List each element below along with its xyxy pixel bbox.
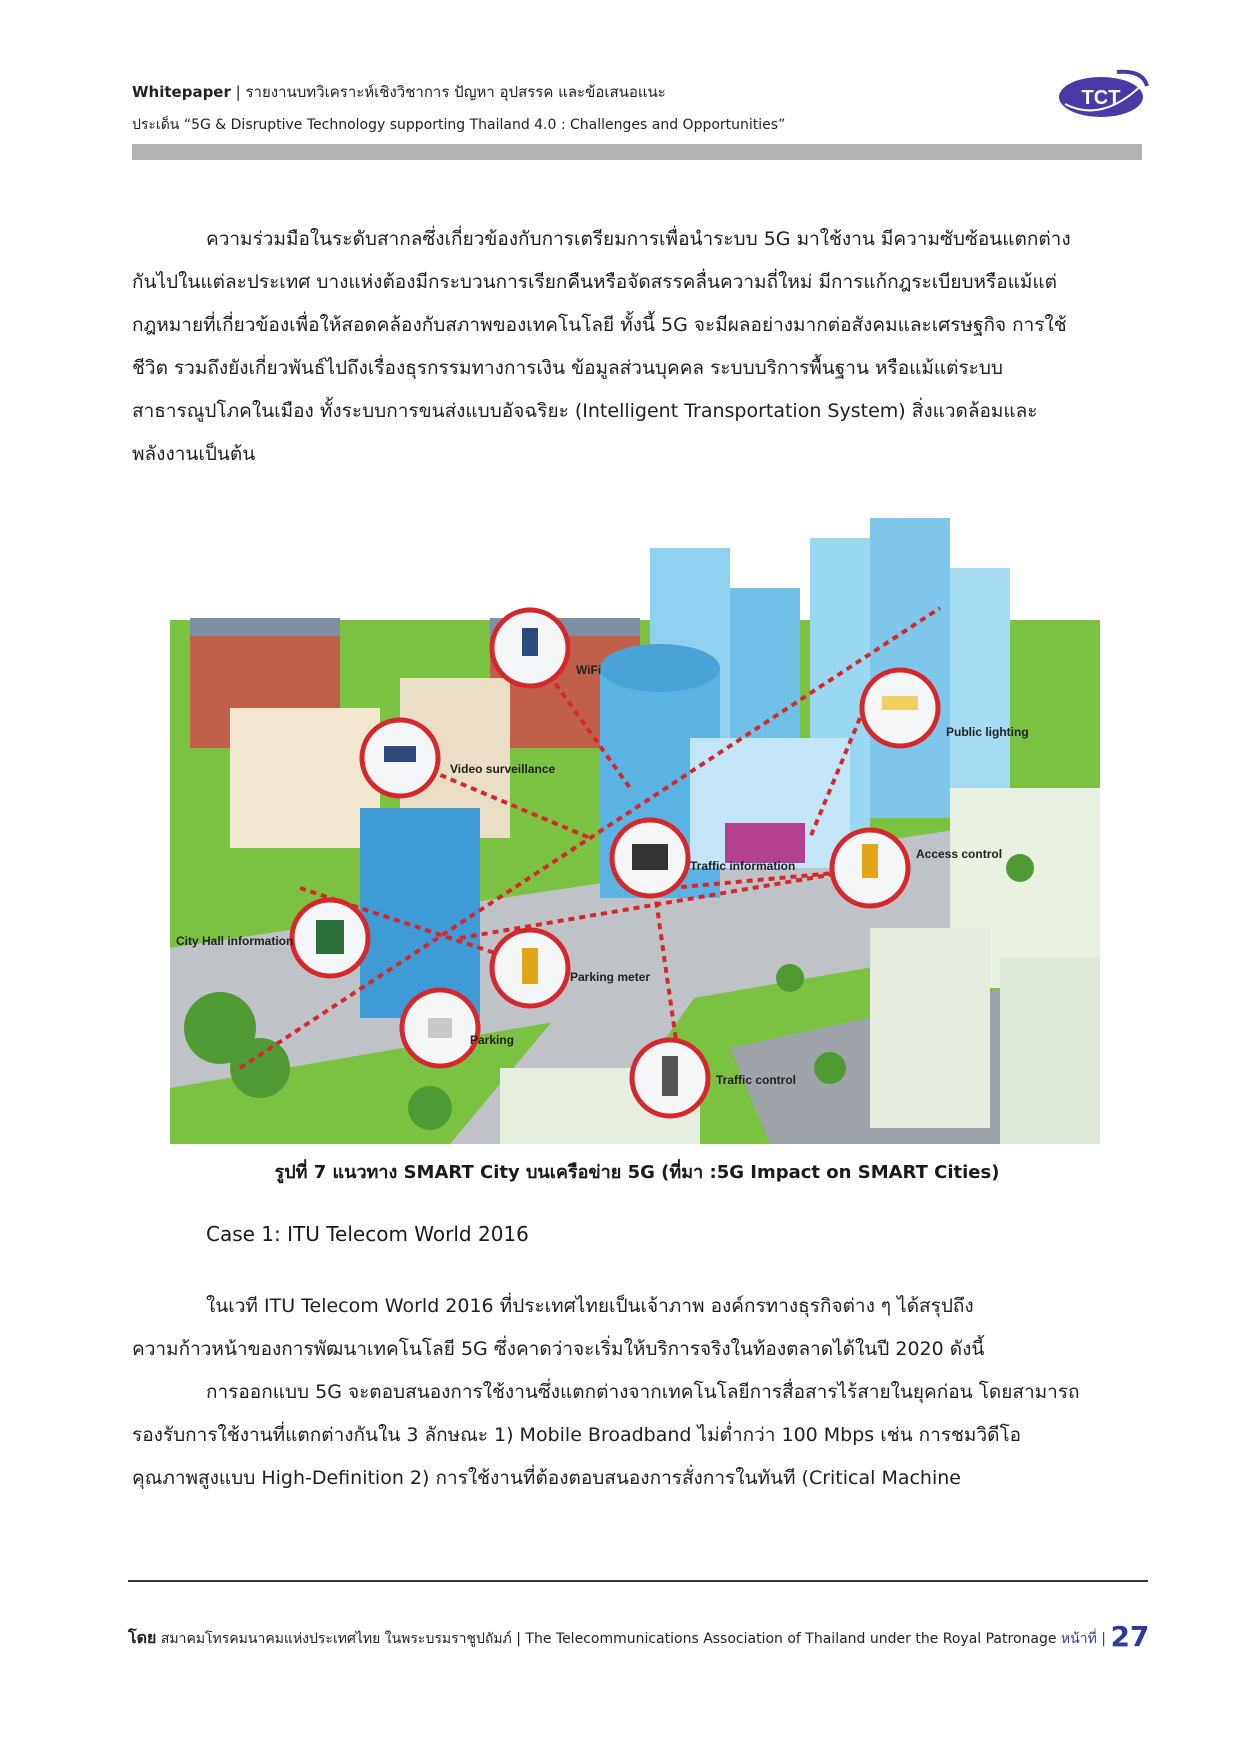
footer-page-label: หน้าที่ |: [1060, 1631, 1106, 1647]
body-line: รองรับการใช้งานที่แตกต่างกันใน 3 ลักษณะ 1) Mobile Broadband ไม่ต่ำกว่า 100 Mbps เช่น การชมวิดีโอ: [132, 1424, 1022, 1446]
label-video-surveillance: Video surveillance: [450, 762, 556, 776]
label-public-lighting: Public lighting: [946, 725, 1029, 739]
intro-line: กันไปในแต่ละประเทศ บางแห่งต้องมีกระบวนการเรียกคืนหรือจัดสรรคลื่นความถี่ใหม่ มีการแก้กฎระเบียบหรือแม้แต่: [132, 271, 1058, 293]
label-access-control: Access control: [916, 847, 1003, 861]
intro-line: กฎหมายที่เกี่ยวข้องเพื่อให้สอดคล้องกับสภาพของเทคโนโลยี ทั้งนี้ 5G จะมีผลอย่างมากต่อสังคมและเศรษฐกิจ การใช้: [132, 314, 1067, 336]
body-line: การออกแบบ 5G จะตอบสนองการใช้งานซึ่งแตกต่างจากเทคโนโลยีการสื่อสารไร้สายในยุคก่อน โดยสามารถ: [206, 1381, 1080, 1403]
header-title: [132, 80, 666, 104]
body-line: ในเวที ITU Telecom World 2016 ที่ประเทศไทยเป็นเจ้าภาพ องค์กรทางธุรกิจต่าง ๆ ได้สรุปถึง: [206, 1295, 974, 1317]
label-traffic-control: Traffic control: [716, 1073, 797, 1087]
footer-divider: [128, 1580, 1148, 1582]
intro-paragraph: [132, 218, 1142, 476]
page-number: 27: [1110, 1620, 1150, 1653]
footer-org-th: สมาคมโทรคมนาคมแห่งประเทศไทย ในพระบรมราชูปถัมภ์: [160, 1631, 512, 1647]
label-parking: Parking: [470, 1033, 515, 1047]
label-wifi: WiFi: [576, 663, 602, 677]
footer-org-en: | The Telecommunications Association of Thailand under the Royal Patronage: [516, 1631, 1057, 1647]
body-line: ความก้าวหน้าของการพัฒนาเทคโนโลยี 5G ซึ่งคาดว่าจะเริ่มให้บริการจริงในท้องตลาดได้ในปี 2020 ดังนี้: [132, 1338, 985, 1360]
logo-text: TCT: [1081, 87, 1121, 109]
body-line: คุณภาพสูงแบบ High-Definition 2) การใช้งานที่ต้องตอบสนองการสั่งการในทันที (Critical Machine: [132, 1467, 961, 1489]
intro-line: พลังงานเป็นต้น: [132, 443, 256, 465]
header-brand: Whitepaper: [132, 83, 231, 101]
footer-by: โดย: [128, 1628, 157, 1647]
body-paragraph-1: [132, 1285, 1142, 1371]
body-paragraph-2: [132, 1371, 1142, 1500]
tct-logo: [1055, 64, 1151, 124]
footer: [128, 1620, 1148, 1653]
smart-city-illustration: [170, 508, 1100, 1144]
figure-caption: รูปที่ 7 แนวทาง SMART City บนเครือข่าย 5G (ที่มา :5G Impact on SMART Cities): [274, 1162, 1000, 1183]
header-title-rest: | รายงานบทวิเคราะห์เชิงวิชาการ ปัญหา อุปสรรค และข้อเสนอแนะ: [235, 83, 666, 101]
intro-line: ความร่วมมือในระดับสากลซึ่งเกี่ยวข้องกับการเตรียมการเพื่อนำระบบ 5G มาใช้งาน มีความซับซ้อนแตกต่าง: [206, 228, 1071, 250]
case-title: Case 1: ITU Telecom World 2016: [206, 1222, 529, 1246]
header-subtitle: ประเด็น “5G & Disruptive Technology supporting Thailand 4.0 : Challenges and Opportunities”: [132, 117, 786, 133]
intro-line: ชีวิต รวมถึงยังเกี่ยวพันธ์ไปถึงเรื่องธุรกรรมทางการเงิน ข้อมูลส่วนบุคคล ระบบบริการพื้นฐาน หรือแม้แต่ระบบ: [132, 357, 1003, 379]
label-city-hall: City Hall information: [176, 934, 294, 948]
intro-line: สาธารณูปโภคในเมือง ทั้งระบบการขนส่งแบบอัจฉริยะ (Intelligent Transportation System) สิ่งแวดล้อมและ: [132, 400, 1038, 422]
label-traffic-information: Traffic information: [690, 859, 796, 873]
label-parking-meter: Parking meter: [570, 970, 651, 984]
header-divider: [132, 144, 1142, 160]
